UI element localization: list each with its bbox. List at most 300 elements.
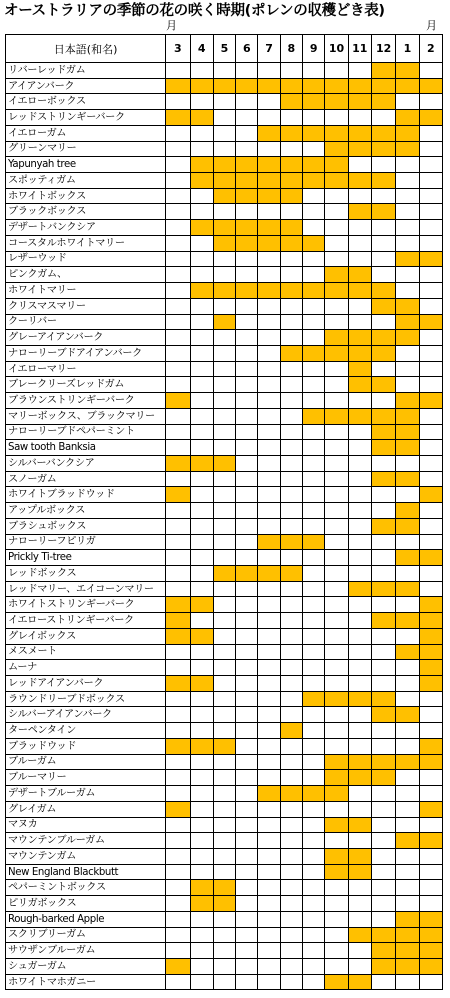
flowering-cell-on xyxy=(371,63,395,79)
plant-name-cell: グレイボックス xyxy=(6,628,166,644)
flowering-cell-on xyxy=(396,408,419,424)
flowering-cell-off xyxy=(325,581,348,597)
flowering-cell-off xyxy=(396,848,419,864)
flowering-cell-off xyxy=(303,424,325,440)
flowering-cell-off xyxy=(258,833,280,849)
flowering-cell-off xyxy=(190,943,213,959)
flowering-cell-off xyxy=(258,911,280,927)
flowering-cell-off xyxy=(213,801,235,817)
flowering-cell-off xyxy=(396,660,419,676)
flowering-cell-off xyxy=(213,63,235,79)
flowering-cell-off xyxy=(258,141,280,157)
flowering-cell-off xyxy=(190,440,213,456)
flowering-cell-off xyxy=(303,911,325,927)
flowering-cell-on xyxy=(280,345,302,361)
flowering-cell-on xyxy=(348,377,371,393)
flowering-cell-off xyxy=(348,314,371,330)
flowering-cell-off xyxy=(419,298,442,314)
flowering-cell-off xyxy=(280,298,302,314)
flowering-cell-off xyxy=(280,424,302,440)
flowering-cell-off xyxy=(236,974,258,990)
flowering-cell-off xyxy=(280,330,302,346)
flowering-cell-on xyxy=(419,613,442,629)
table-row xyxy=(6,235,443,251)
flowering-cell-on xyxy=(258,157,280,173)
flowering-cell-on xyxy=(396,125,419,141)
flowering-cell-off xyxy=(419,283,442,299)
table-row xyxy=(6,550,443,566)
flowering-cell-off xyxy=(280,314,302,330)
flowering-cell-off xyxy=(190,251,213,267)
table-row xyxy=(6,267,443,283)
table-row xyxy=(6,503,443,519)
flowering-cell-on xyxy=(325,157,348,173)
flowering-cell-on xyxy=(213,896,235,912)
flowering-cell-on xyxy=(419,801,442,817)
table-row xyxy=(6,424,443,440)
flowering-cell-on xyxy=(303,94,325,110)
table-row xyxy=(6,330,443,346)
flowering-cell-off xyxy=(280,848,302,864)
table-row xyxy=(6,204,443,220)
flowering-cell-off xyxy=(166,408,190,424)
flowering-cell-off xyxy=(190,63,213,79)
flowering-cell-off xyxy=(280,503,302,519)
flowering-cell-off xyxy=(166,63,190,79)
table-row xyxy=(6,157,443,173)
month-header: 1 xyxy=(396,35,419,63)
flowering-cell-off xyxy=(348,298,371,314)
flowering-cell-off xyxy=(166,283,190,299)
flowering-cell-off xyxy=(236,424,258,440)
plant-name-cell: ブラッドウッド xyxy=(6,738,166,754)
flowering-cell-off xyxy=(325,377,348,393)
flowering-cell-on xyxy=(258,566,280,582)
flowering-cell-off xyxy=(303,864,325,880)
table-row xyxy=(6,691,443,707)
flowering-cell-off xyxy=(213,267,235,283)
flowering-cell-off xyxy=(190,660,213,676)
flowering-cell-off xyxy=(190,550,213,566)
flowering-cell-off xyxy=(236,864,258,880)
flowering-cell-off xyxy=(419,173,442,189)
flowering-cell-on xyxy=(325,78,348,94)
flowering-cell-off xyxy=(396,361,419,377)
flowering-cell-on xyxy=(213,314,235,330)
flowering-cell-off xyxy=(213,518,235,534)
plant-name-cell: シュガーガム xyxy=(6,958,166,974)
flowering-cell-off xyxy=(258,864,280,880)
table-row xyxy=(6,896,443,912)
flowering-cell-on xyxy=(166,393,190,409)
flowering-cell-off xyxy=(236,518,258,534)
flowering-cell-off xyxy=(419,424,442,440)
flowering-cell-on xyxy=(213,220,235,236)
flowering-cell-on xyxy=(419,550,442,566)
flowering-cell-off xyxy=(396,94,419,110)
flowering-cell-on xyxy=(166,487,190,503)
flowering-cell-on xyxy=(236,220,258,236)
flowering-cell-off xyxy=(236,110,258,126)
flowering-cell-off xyxy=(303,597,325,613)
flowering-cell-off xyxy=(371,974,395,990)
flowering-cell-off xyxy=(190,361,213,377)
flowering-cell-off xyxy=(325,220,348,236)
plant-name-cell: ムーナ xyxy=(6,660,166,676)
flowering-cell-on xyxy=(348,345,371,361)
table-row xyxy=(6,581,443,597)
flowering-cell-off xyxy=(348,235,371,251)
flowering-cell-on xyxy=(348,361,371,377)
flowering-cell-off xyxy=(166,125,190,141)
flowering-cell-off xyxy=(396,628,419,644)
flowering-cell-off xyxy=(280,676,302,692)
flowering-cell-off xyxy=(348,801,371,817)
plant-name-cell: ナローリーフピリガ xyxy=(6,534,166,550)
flowering-cell-off xyxy=(236,896,258,912)
table-row xyxy=(6,220,443,236)
flowering-cell-off xyxy=(258,927,280,943)
flowering-cell-off xyxy=(258,613,280,629)
flowering-cell-off xyxy=(325,361,348,377)
flowering-cell-off xyxy=(325,204,348,220)
flowering-cell-off xyxy=(303,896,325,912)
flowering-cell-off xyxy=(166,707,190,723)
flowering-cell-off xyxy=(213,974,235,990)
table-row xyxy=(6,770,443,786)
flowering-cell-off xyxy=(236,707,258,723)
flowering-cell-on xyxy=(371,408,395,424)
flowering-cell-on xyxy=(258,534,280,550)
flowering-cell-off xyxy=(371,817,395,833)
flowering-cell-off xyxy=(396,974,419,990)
plant-name-cell: レッドボックス xyxy=(6,566,166,582)
flowering-cell-off xyxy=(236,723,258,739)
flowering-cell-off xyxy=(303,817,325,833)
flowering-cell-on xyxy=(419,738,442,754)
plant-name-cell: グリーンマリー xyxy=(6,141,166,157)
plant-name-cell: メスメート xyxy=(6,644,166,660)
flowering-cell-off xyxy=(325,801,348,817)
month-header: 12 xyxy=(371,35,395,63)
flowering-cell-off xyxy=(303,707,325,723)
flowering-cell-off xyxy=(303,361,325,377)
flowering-cell-off xyxy=(258,314,280,330)
flowering-cell-on xyxy=(371,754,395,770)
flowering-cell-off xyxy=(325,660,348,676)
flowering-cell-off xyxy=(236,660,258,676)
flowering-cell-off xyxy=(325,833,348,849)
flowering-cell-off xyxy=(258,691,280,707)
flowering-cell-off xyxy=(419,786,442,802)
flowering-cell-off xyxy=(371,676,395,692)
flowering-cell-off xyxy=(213,408,235,424)
flowering-cell-on xyxy=(348,204,371,220)
table-row xyxy=(6,345,443,361)
flowering-cell-off xyxy=(190,911,213,927)
flowering-cell-off xyxy=(280,974,302,990)
plant-name-cell: イエローボックス xyxy=(6,94,166,110)
flowering-cell-off xyxy=(258,503,280,519)
flowering-cell-on xyxy=(258,283,280,299)
flowering-cell-on xyxy=(190,676,213,692)
plant-name-cell: グレイガム xyxy=(6,801,166,817)
flowering-cell-off xyxy=(190,94,213,110)
flowering-cell-on xyxy=(236,188,258,204)
flowering-cell-on xyxy=(348,927,371,943)
flowering-cell-on xyxy=(303,691,325,707)
flowering-cell-on xyxy=(236,157,258,173)
plant-name-cell: ブラウンストリンギーバーク xyxy=(6,393,166,409)
flowering-cell-off xyxy=(396,345,419,361)
flowering-cell-off xyxy=(190,518,213,534)
flowering-cell-off xyxy=(419,267,442,283)
flowering-cell-off xyxy=(280,628,302,644)
flowering-cell-off xyxy=(371,110,395,126)
flowering-cell-off xyxy=(166,518,190,534)
flowering-cell-off xyxy=(325,644,348,660)
flowering-cell-off xyxy=(258,738,280,754)
flowering-cell-off xyxy=(280,550,302,566)
flowering-cell-on xyxy=(166,455,190,471)
flowering-cell-on xyxy=(371,958,395,974)
plant-name-cell: ターペンタイン xyxy=(6,723,166,739)
flowering-cell-off xyxy=(303,566,325,582)
flowering-cell-off xyxy=(303,833,325,849)
flowering-cell-off xyxy=(213,943,235,959)
flowering-cell-on xyxy=(303,125,325,141)
flowering-cell-off xyxy=(213,927,235,943)
flowering-cell-off xyxy=(348,613,371,629)
flowering-cell-off xyxy=(303,581,325,597)
flowering-cell-off xyxy=(236,471,258,487)
flowering-cell-off xyxy=(348,220,371,236)
flowering-cell-on xyxy=(213,157,235,173)
table-row xyxy=(6,361,443,377)
flowering-cell-off xyxy=(236,691,258,707)
flowering-cell-off xyxy=(348,534,371,550)
flowering-cell-off xyxy=(419,848,442,864)
flowering-cell-off xyxy=(166,503,190,519)
flowering-cell-off xyxy=(280,754,302,770)
flowering-cell-on xyxy=(419,660,442,676)
flowering-cell-off xyxy=(348,644,371,660)
month-header: 11 xyxy=(348,35,371,63)
plant-name-cell: スクリブリーガム xyxy=(6,927,166,943)
flowering-cell-off xyxy=(190,927,213,943)
flowering-cell-off xyxy=(166,943,190,959)
flowering-cell-off xyxy=(213,676,235,692)
flowering-cell-off xyxy=(396,864,419,880)
flowering-cell-off xyxy=(348,597,371,613)
flowering-cell-off xyxy=(258,440,280,456)
table-row xyxy=(6,487,443,503)
flowering-cell-off xyxy=(213,707,235,723)
flowering-cell-off xyxy=(213,660,235,676)
flowering-cell-on xyxy=(166,738,190,754)
flowering-cell-off xyxy=(396,691,419,707)
flowering-cell-on xyxy=(303,534,325,550)
flowering-cell-off xyxy=(280,141,302,157)
flowering-cell-off xyxy=(303,628,325,644)
plant-name-cell: マウンテンガム xyxy=(6,848,166,864)
flowering-cell-off xyxy=(236,550,258,566)
flowering-cell-off xyxy=(236,63,258,79)
flowering-cell-off xyxy=(190,848,213,864)
flowering-cell-off xyxy=(258,424,280,440)
flowering-cell-on xyxy=(325,864,348,880)
flowering-cell-off xyxy=(190,801,213,817)
flowering-cell-off xyxy=(213,361,235,377)
flowering-cell-off xyxy=(371,393,395,409)
flowering-cell-off xyxy=(371,487,395,503)
flowering-cell-off xyxy=(166,723,190,739)
flowering-cell-off xyxy=(258,958,280,974)
plant-name-cell: マヌカ xyxy=(6,817,166,833)
flowering-cell-off xyxy=(213,345,235,361)
flowering-cell-off xyxy=(166,770,190,786)
flowering-cell-off xyxy=(258,880,280,896)
flowering-cell-off xyxy=(258,361,280,377)
flowering-cell-on xyxy=(348,770,371,786)
flowering-cell-on xyxy=(396,393,419,409)
flowering-cell-on xyxy=(419,833,442,849)
flowering-cell-off xyxy=(419,440,442,456)
flowering-cell-off xyxy=(396,487,419,503)
flowering-cell-off xyxy=(348,393,371,409)
flowering-cell-on xyxy=(325,848,348,864)
table-row xyxy=(6,173,443,189)
flowering-cell-off xyxy=(166,566,190,582)
flowering-cell-on xyxy=(190,455,213,471)
plant-name-cell: クリスマスマリー xyxy=(6,298,166,314)
flowering-cell-on xyxy=(371,330,395,346)
flowering-cell-off xyxy=(190,188,213,204)
flowering-cell-on xyxy=(348,974,371,990)
flowering-cell-off xyxy=(258,267,280,283)
flowering-cell-off xyxy=(325,503,348,519)
flowering-cell-off xyxy=(258,943,280,959)
flowering-cell-off xyxy=(348,911,371,927)
flowering-cell-off xyxy=(166,204,190,220)
flowering-cell-on xyxy=(419,78,442,94)
flowering-cell-off xyxy=(325,251,348,267)
flowering-cell-off xyxy=(419,330,442,346)
flowering-cell-off xyxy=(166,188,190,204)
flowering-cell-off xyxy=(303,440,325,456)
flowering-cell-on xyxy=(396,440,419,456)
flowering-cell-on xyxy=(325,408,348,424)
flowering-cell-on xyxy=(419,314,442,330)
flowering-cell-off xyxy=(213,628,235,644)
flowering-cell-off xyxy=(213,723,235,739)
flowering-cell-off xyxy=(325,188,348,204)
month-header: 8 xyxy=(280,35,302,63)
flowering-cell-on xyxy=(166,958,190,974)
flowering-cell-off xyxy=(213,534,235,550)
flowering-cell-on xyxy=(396,78,419,94)
flowering-cell-on xyxy=(371,204,395,220)
flowering-cell-off xyxy=(419,896,442,912)
flowering-cell-on xyxy=(419,943,442,959)
flowering-cell-off xyxy=(166,691,190,707)
flowering-cell-on xyxy=(166,628,190,644)
flowering-cell-on xyxy=(280,786,302,802)
flowering-cell-off xyxy=(303,738,325,754)
flowering-cell-off xyxy=(213,754,235,770)
flowering-cell-off xyxy=(213,471,235,487)
flowering-cell-on xyxy=(258,786,280,802)
flowering-cell-off xyxy=(280,377,302,393)
flowering-cell-off xyxy=(190,377,213,393)
flowering-cell-on xyxy=(190,220,213,236)
flowering-cell-off xyxy=(348,628,371,644)
flowering-cell-off xyxy=(213,786,235,802)
flowering-cell-off xyxy=(236,267,258,283)
flowering-cell-off xyxy=(236,848,258,864)
flowering-cell-off xyxy=(303,393,325,409)
plant-name-cell: デザートバンクシア xyxy=(6,220,166,236)
flowering-cell-off xyxy=(303,848,325,864)
flowering-cell-off xyxy=(303,927,325,943)
flowering-cell-on xyxy=(419,927,442,943)
flowering-cell-on xyxy=(396,707,419,723)
flowering-cell-off xyxy=(396,377,419,393)
flowering-cell-off xyxy=(396,723,419,739)
flowering-cell-off xyxy=(258,628,280,644)
table-row xyxy=(6,314,443,330)
flowering-cell-off xyxy=(236,314,258,330)
flowering-cell-on xyxy=(280,723,302,739)
flowering-cell-on xyxy=(166,110,190,126)
flowering-cell-on xyxy=(303,283,325,299)
table-row xyxy=(6,298,443,314)
flowering-cell-on xyxy=(348,817,371,833)
flowering-cell-off xyxy=(166,424,190,440)
flowering-cell-off xyxy=(258,94,280,110)
table-row xyxy=(6,660,443,676)
flowering-cell-on xyxy=(348,330,371,346)
flowering-cell-off xyxy=(166,974,190,990)
flowering-cell-off xyxy=(348,440,371,456)
flowering-cell-off xyxy=(419,974,442,990)
flowering-cell-off xyxy=(348,157,371,173)
flowering-cell-off xyxy=(303,220,325,236)
flowering-cell-on xyxy=(166,597,190,613)
month-header: 10 xyxy=(325,35,348,63)
flowering-cell-off xyxy=(258,848,280,864)
flowering-cell-on xyxy=(190,896,213,912)
flowering-cell-on xyxy=(396,550,419,566)
flowering-cell-off xyxy=(325,534,348,550)
flowering-cell-off xyxy=(303,613,325,629)
flowering-cell-on xyxy=(303,345,325,361)
plant-name-cell: クーリバー xyxy=(6,314,166,330)
flowering-cell-off xyxy=(419,817,442,833)
flowering-cell-off xyxy=(371,801,395,817)
flowering-cell-off xyxy=(236,927,258,943)
table-row xyxy=(6,723,443,739)
flowering-cell-on xyxy=(166,676,190,692)
flowering-cell-off xyxy=(419,141,442,157)
flowering-cell-off xyxy=(190,204,213,220)
plant-name-cell: デザートブルーガム xyxy=(6,786,166,802)
flowering-cell-off xyxy=(325,63,348,79)
flowering-cell-off xyxy=(303,550,325,566)
flowering-cell-off xyxy=(166,864,190,880)
flowering-cell-on xyxy=(371,125,395,141)
flowering-cell-on xyxy=(213,738,235,754)
